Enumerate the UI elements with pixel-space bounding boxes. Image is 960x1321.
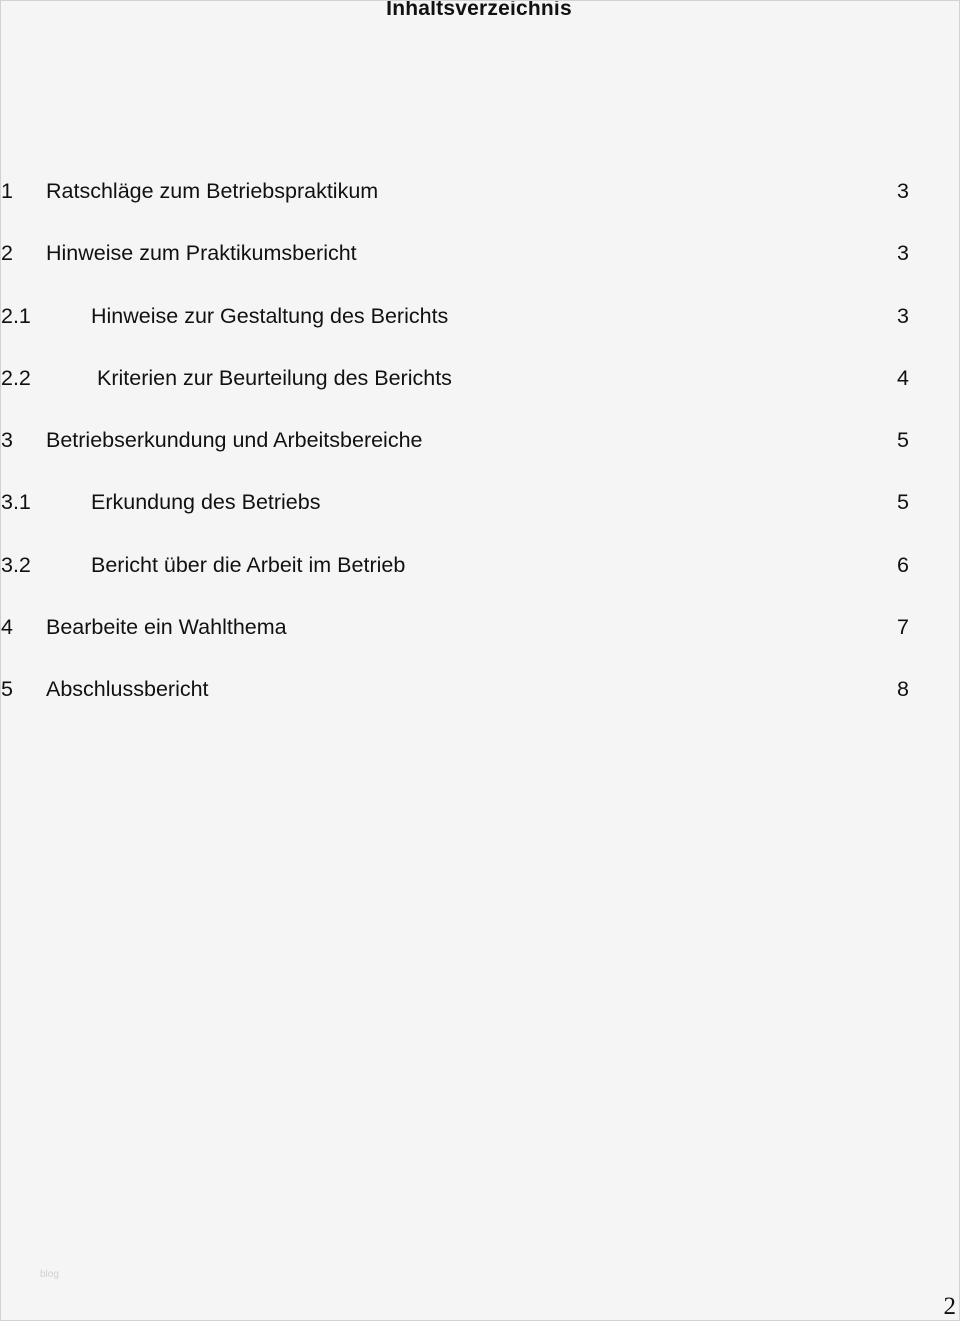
toc-entry-text: Erkundung des Betriebs	[91, 490, 321, 514]
toc-entry-number: 2.1	[1, 304, 31, 328]
toc-entry-page: 7	[897, 615, 909, 639]
toc-entry-page: 5	[897, 490, 909, 514]
toc-entry	[1, 550, 959, 580]
toc-entry-text: Abschlussbericht	[46, 677, 209, 701]
toc-entry-text: Bearbeite ein Wahlthema	[46, 615, 287, 639]
toc-entry-text: Bericht über die Arbeit im Betrieb	[91, 553, 406, 577]
toc-entry-number: 1	[1, 179, 13, 203]
toc-entry	[1, 674, 959, 704]
toc-entry	[1, 176, 959, 206]
toc-entry	[1, 238, 959, 268]
toc-entry	[1, 363, 959, 393]
toc-entry-text: Kriterien zur Beurteilung des Berichts	[97, 366, 452, 390]
toc-entry-text: Ratschläge zum Betriebspraktikum	[46, 179, 379, 203]
toc-entry	[1, 612, 959, 642]
toc-entry-number: 2.2	[1, 366, 31, 390]
toc-entry-text: Betriebserkundung und Arbeitsbereiche	[46, 428, 423, 452]
toc-entry-number: 3.2	[1, 553, 31, 577]
toc-entry-text: Hinweise zur Gestaltung des Berichts	[91, 304, 449, 328]
toc-entry-page: 3	[897, 241, 909, 265]
toc-entry-number: 5	[1, 677, 13, 701]
page-number: 2	[943, 1293, 956, 1320]
toc-entry-number: 4	[1, 615, 13, 639]
toc-entry	[1, 425, 959, 455]
toc-entry-text: Hinweise zum Praktikumsbericht	[46, 241, 357, 265]
toc-entry-page: 3	[897, 179, 909, 203]
toc-entry	[1, 487, 959, 517]
toc-entry-page: 4	[897, 366, 909, 390]
toc-entry-number: 3.1	[1, 490, 31, 514]
toc-entry	[1, 301, 959, 331]
toc-entry-number: 3	[1, 428, 13, 452]
toc-entry-page: 3	[897, 304, 909, 328]
toc-entry-page: 5	[897, 428, 909, 452]
toc-entry-page: 6	[897, 553, 909, 577]
toc-title: Inhaltsverzeichnis	[386, 0, 572, 20]
toc-entry-page: 8	[897, 677, 909, 701]
toc-entry-number: 2	[1, 241, 13, 265]
watermark-text: blog	[40, 1269, 59, 1280]
